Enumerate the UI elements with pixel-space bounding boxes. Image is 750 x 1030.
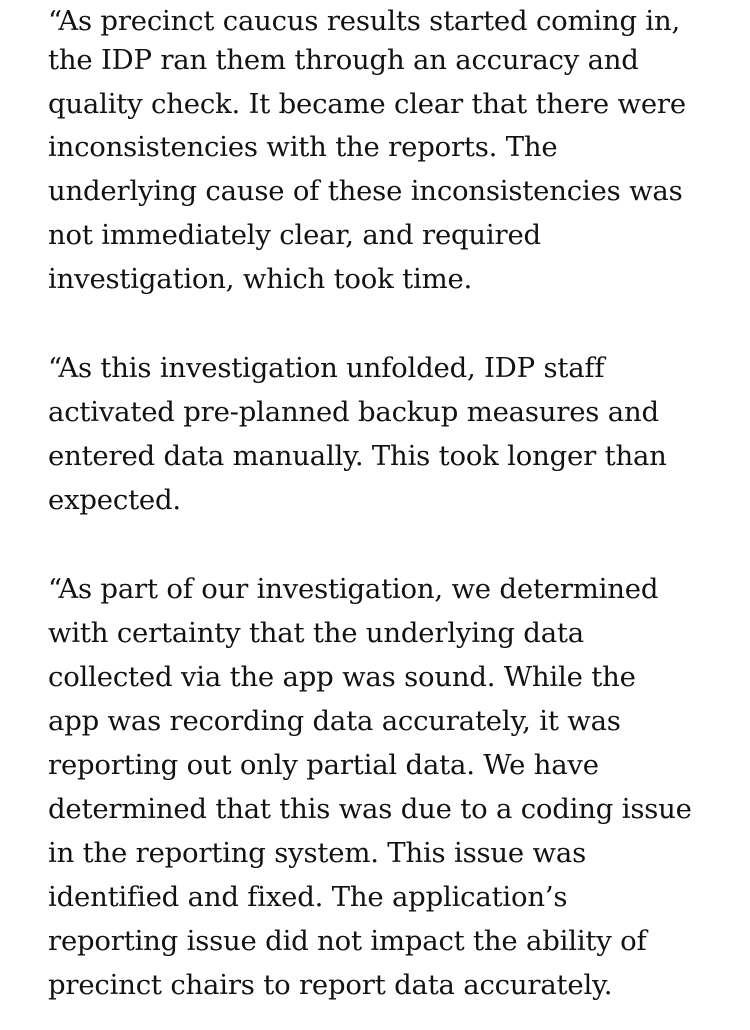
text-line: the IDP ran them through an accuracy and [48, 44, 639, 76]
text-line: underlying cause of these inconsistencies was [48, 175, 683, 207]
text-line: collected via the app was sound. While the [48, 661, 636, 693]
text-line: in the reporting system. This issue was [48, 837, 586, 869]
text-line: investigation, which took time. [48, 263, 473, 295]
text-line: identified and fixed. The application’s [48, 881, 568, 913]
text-line: reporting out only partial data. We have [48, 749, 599, 781]
text-line: expected. [48, 484, 181, 516]
text-line: “As precinct caucus results started coming in, [48, 5, 681, 37]
text-line: “As part of our investigation, we determined [48, 573, 659, 605]
text-line: inconsistencies with the reports. The [48, 131, 558, 163]
text-line: entered data manually. This took longer than [48, 440, 667, 472]
text-line: not immediately clear, and required [48, 219, 541, 251]
text-line: activated pre-planned backup measures and [48, 396, 659, 428]
text-line: with certainty that the underlying data [48, 617, 584, 649]
text-line: quality check. It became clear that there were [48, 88, 686, 120]
text-line: determined that this was due to a coding issue [48, 793, 692, 825]
text-line: “As this investigation unfolded, IDP staff [48, 352, 605, 384]
text-line: precinct chairs to report data accurately. [48, 969, 613, 1001]
text-line: reporting issue did not impact the ability of [48, 925, 647, 957]
text-line: app was recording data accurately, it was [48, 705, 621, 737]
